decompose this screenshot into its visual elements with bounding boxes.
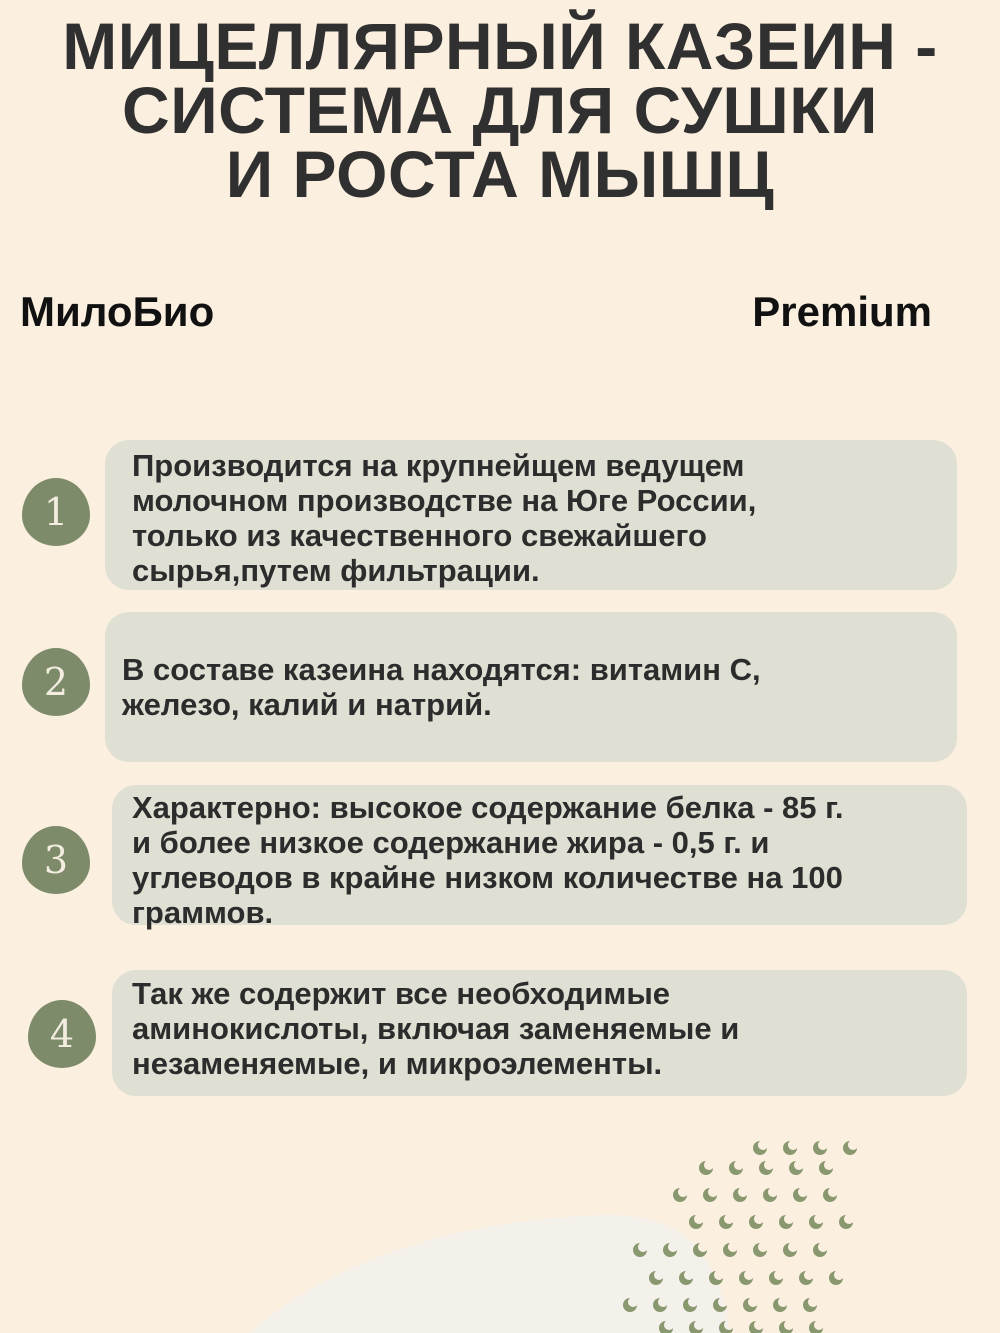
leaf-dot [689,1215,703,1229]
feature-text-2: В составе казеина находятся: витамин С, железо, калий и натрий. [122,652,761,722]
title-line-3: И РОСТА МЫШЦ [225,137,775,211]
leaf-dot [759,1161,773,1175]
leaf-dot [693,1243,707,1257]
leaf-dot [719,1321,733,1333]
leaf-dot [709,1271,723,1285]
leaf-dot [779,1215,793,1229]
feature-text-3: Характерно: высокое содержание белка - 85 г. и более низкое содержание жира - 0,5 г. и углеводов в крайне низком количестве на 100 граммов. [132,790,844,930]
leaf-dot [843,1141,857,1155]
leaf-dot [823,1188,837,1202]
leaf-dot [649,1271,663,1285]
leaf-dot [689,1321,703,1333]
leaf-dot [749,1215,763,1229]
number-badge-4: 4 [28,1000,96,1068]
brand-name: МилоБио [20,288,215,335]
leaf-dot [839,1215,853,1229]
leaf-dot [729,1161,743,1175]
leaf-dot [783,1141,797,1155]
page-title [0,9,1000,211]
feature-text-1: Производится на крупнейщем ведущем молочном производстве на Юге России, только из качественного свежайшего сырья,путем фильтрации. [132,448,757,588]
leaf-dot [723,1243,737,1257]
number-badge-2: 2 [22,648,90,716]
leaf-dot [809,1215,823,1229]
leaf-dot [753,1243,767,1257]
number-badge-3: 3 [22,826,90,894]
leaf-dot [783,1243,797,1257]
leaf-dot [699,1161,713,1175]
leaf-dot [719,1215,733,1229]
title-line-1: МИЦЕЛЛЯРНЫЙ КАЗЕИН - [62,9,938,83]
leaf-dot [749,1321,763,1333]
leaf-dot [753,1141,767,1155]
leaf-dot [659,1321,673,1333]
leaf-dot [813,1141,827,1155]
leaf-dot [809,1321,823,1333]
leaf-dot [803,1298,817,1312]
number-badge-1: 1 [22,478,90,546]
brand-tier: Premium [752,288,932,335]
leaf-dot [799,1271,813,1285]
leaf-dot [703,1188,717,1202]
leaf-dot [779,1321,793,1333]
leaf-dot [829,1271,843,1285]
leaf-dot [663,1243,677,1257]
leaf-dot [733,1188,747,1202]
leaf-dot [653,1298,667,1312]
leaf-dot [819,1161,833,1175]
title-line-2: СИСТЕМА ДЛЯ СУШКИ [122,73,878,147]
feature-text-4: Так же содержит все необходимые аминокислоты, включая заменяемые и незаменяемые, и микроэлементы. [132,976,740,1081]
leaf-dot [679,1271,693,1285]
leaf-dot [673,1188,687,1202]
leaf-dot [739,1271,753,1285]
leaf-dot [793,1188,807,1202]
leaf-dot [763,1188,777,1202]
leaf-dot [813,1243,827,1257]
leaf-dot [623,1298,637,1312]
leaf-dot [683,1298,697,1312]
leaf-dot [773,1298,787,1312]
leaf-dot [713,1298,727,1312]
leaf-dot [769,1271,783,1285]
leaf-dot [789,1161,803,1175]
leaf-dot-pattern [623,1141,857,1333]
leaf-dot [633,1243,647,1257]
leaf-dot [743,1298,757,1312]
